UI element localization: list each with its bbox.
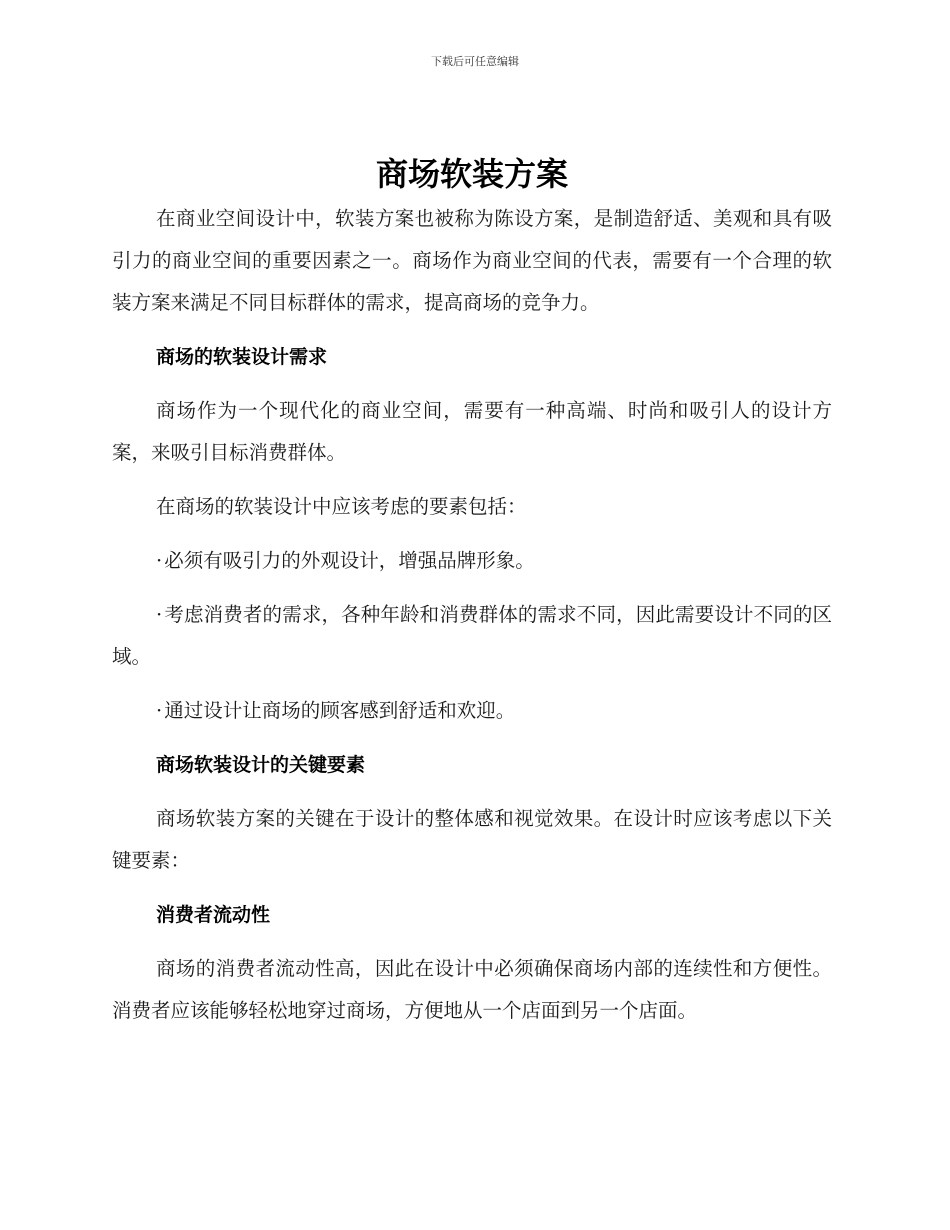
- bullet-item: [112, 690, 832, 732]
- section-heading-key-elements: 商场软装设计的关键要素: [156, 754, 366, 776]
- document-body: [112, 152, 832, 1044]
- bullet-marker: ·: [156, 549, 163, 572]
- section-heading-requirements: 商场的软装设计需求: [156, 346, 328, 368]
- bullet-marker: ·: [156, 699, 163, 722]
- bullet-text: 通过设计让商场的顾客感到舒适和欢迎。: [164, 699, 516, 722]
- bullet-item: [112, 594, 832, 678]
- consumer-flow-paragraph: 商场的消费者流动性高，因此在设计中必须确保商场内部的连续性和方便性。消费者应该能够轻松地穿过商场，方便地从一个店面到另一个店面。: [112, 957, 832, 1022]
- key-elements-paragraph: 商场软装方案的关键在于设计的整体感和视觉效果。在设计时应该考虑以下关键要素：: [112, 807, 832, 872]
- bullet-text: 考虑消费者的需求，各种年龄和消费群体的需求不同，因此需要设计不同的区域。: [112, 603, 832, 668]
- document-title: 商场软装方案: [375, 155, 568, 193]
- bullet-marker: ·: [156, 603, 163, 626]
- requirements-paragraph: 商场作为一个现代化的商业空间，需要有一种高端、时尚和吸引人的设计方案，来吸引目标消费群体。: [112, 399, 832, 464]
- elements-intro-paragraph: 在商场的软装设计中应该考虑的要素包括：: [156, 495, 527, 518]
- header-note: 下载后可任意编辑: [431, 55, 519, 68]
- intro-paragraph: 在商业空间设计中，软装方案也被称为陈设方案，是制造舒适、美观和具有吸引力的商业空间的重要因素之一。商场作为商业空间的代表，需要有一个合理的软装方案来满足不同目标群体的需求，提高商场的竞争力。: [112, 207, 832, 314]
- subheading-consumer-flow: 消费者流动性: [156, 904, 271, 926]
- bullet-text: 必须有吸引力的外观设计，增强品牌形象。: [164, 549, 535, 572]
- bullet-item: [112, 540, 832, 582]
